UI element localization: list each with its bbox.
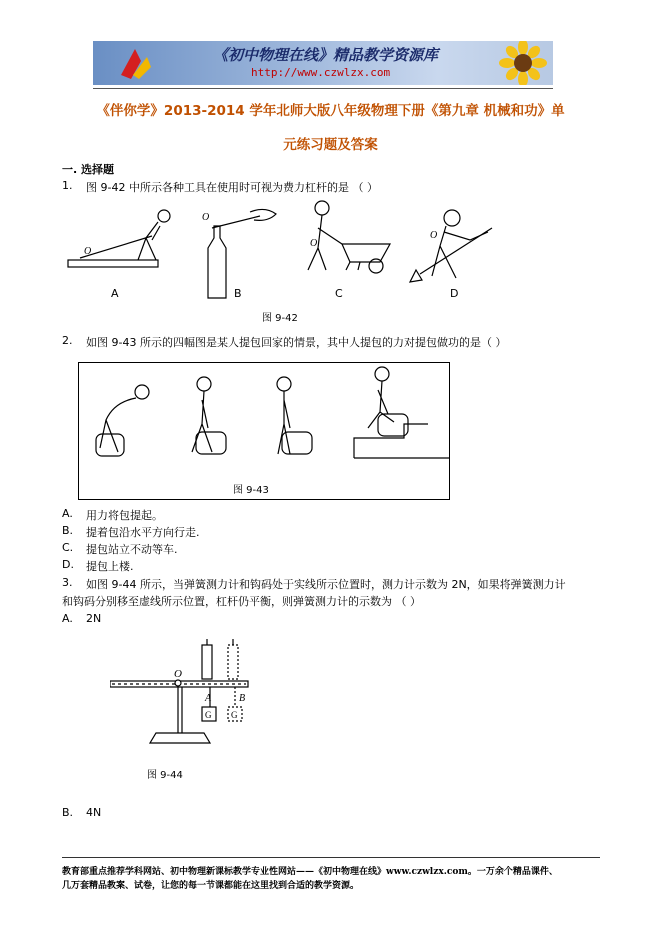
doc-title-line2: 元练习题及答案 [283,137,378,153]
section-heading: 一. 选择题 [62,163,115,176]
q3-number: 3. [62,576,73,589]
figure-9-43 [78,362,450,500]
q3-line2: 和钩码分别移至虚线所示位置，杠杆仍平衡，则弹簧测力计的示数为 （ ） [62,595,421,608]
spring-balance-solid [202,645,212,679]
q1-caption: 图 9-42 [262,313,298,324]
figure-b-bottle-opener [208,209,276,298]
label-b: B [239,693,246,704]
q1-label-c: C [335,287,343,300]
label-a: A [205,693,212,704]
q1-label-b: B [234,287,242,300]
q2-number: 2. [62,334,73,347]
q1-number: 1. [62,179,73,192]
q3-line1: 如图 9-44 所示，当弹簧测力计和钩码处于实线所示位置时，测力计示数为 2N，如果将弹簧测力计 [86,578,566,591]
q3-option-a: 2N [86,612,102,625]
q2-caption: 图 9-43 [233,485,269,496]
figure-43-person-lift [96,385,149,456]
figure-a-lever-person [68,210,170,267]
footer-line2: 几万套精品教案、试卷，让您的每一节课都能在这里找到合适的教学资源。 [62,881,360,891]
q2-option-d-letter: D. [62,558,74,571]
label-g-1: G [205,710,212,720]
q2-option-a-letter: A. [62,507,73,520]
figure-d-pivot-label: O [430,230,438,241]
footer-line1: 教育部重点推荐学科网站、初中物理新课标教学专业性网站——《初中物理在线》www.czwlzx.com。一万余个精品课件、 [62,867,558,877]
sunflower-icon [493,41,553,85]
header-banner [93,41,553,85]
pivot-o [175,680,181,686]
figure-c-pivot-label: O [310,238,318,249]
q2-option-b-letter: B. [62,524,74,537]
q2-option-d: 提包上楼. [86,560,134,573]
q2-text: 如图 9-43 所示的四幅图是某人提包回家的情景，其中人提包的力对提包做功的是（ ） [86,336,507,349]
q2-option-c-letter: C. [62,541,74,554]
site-logo-icon [115,45,155,81]
figure-43-person-walk [192,377,226,454]
figure-43-person-stand [277,377,312,454]
figure-d-shovel [410,210,492,282]
footer-divider [62,857,600,858]
label-g-2: G [231,710,238,720]
figure-b-pivot-label: O [202,212,210,223]
q3-option-b: 4N [86,806,102,819]
label-o: O [174,668,182,680]
q1-label-a: A [111,287,119,300]
figure-a-pivot-label: O [84,246,92,257]
banner-url[interactable]: http://www.czwlzx.com [251,66,391,79]
q2-option-a: 用力将包提起。 [86,509,163,522]
q3-option-a-letter: A. [62,612,73,625]
doc-title-line1: 《伴你学》2013-2014 学年北师大版八年级物理下册《第九章 机械和功》单 [96,103,565,119]
q3-caption: 图 9-44 [147,770,183,781]
q2-option-c: 提包站立不动等车. [86,543,178,556]
banner-title: 《初中物理在线》精品教学资源库 [213,46,439,64]
spring-balance-dashed [228,645,238,679]
figure-43-person-stairs [354,367,450,458]
q2-option-b: 提着包沿水平方向行走. [86,526,200,539]
q3-option-b-letter: B. [62,806,74,819]
q1-text: 图 9-42 中所示各种工具在使用时可视为费力杠杆的是 （ ） [86,181,378,194]
figure-9-44 [110,635,270,750]
q1-label-d: D [450,287,459,300]
figure-c-wheelbarrow [308,201,390,273]
header-divider [93,88,553,89]
